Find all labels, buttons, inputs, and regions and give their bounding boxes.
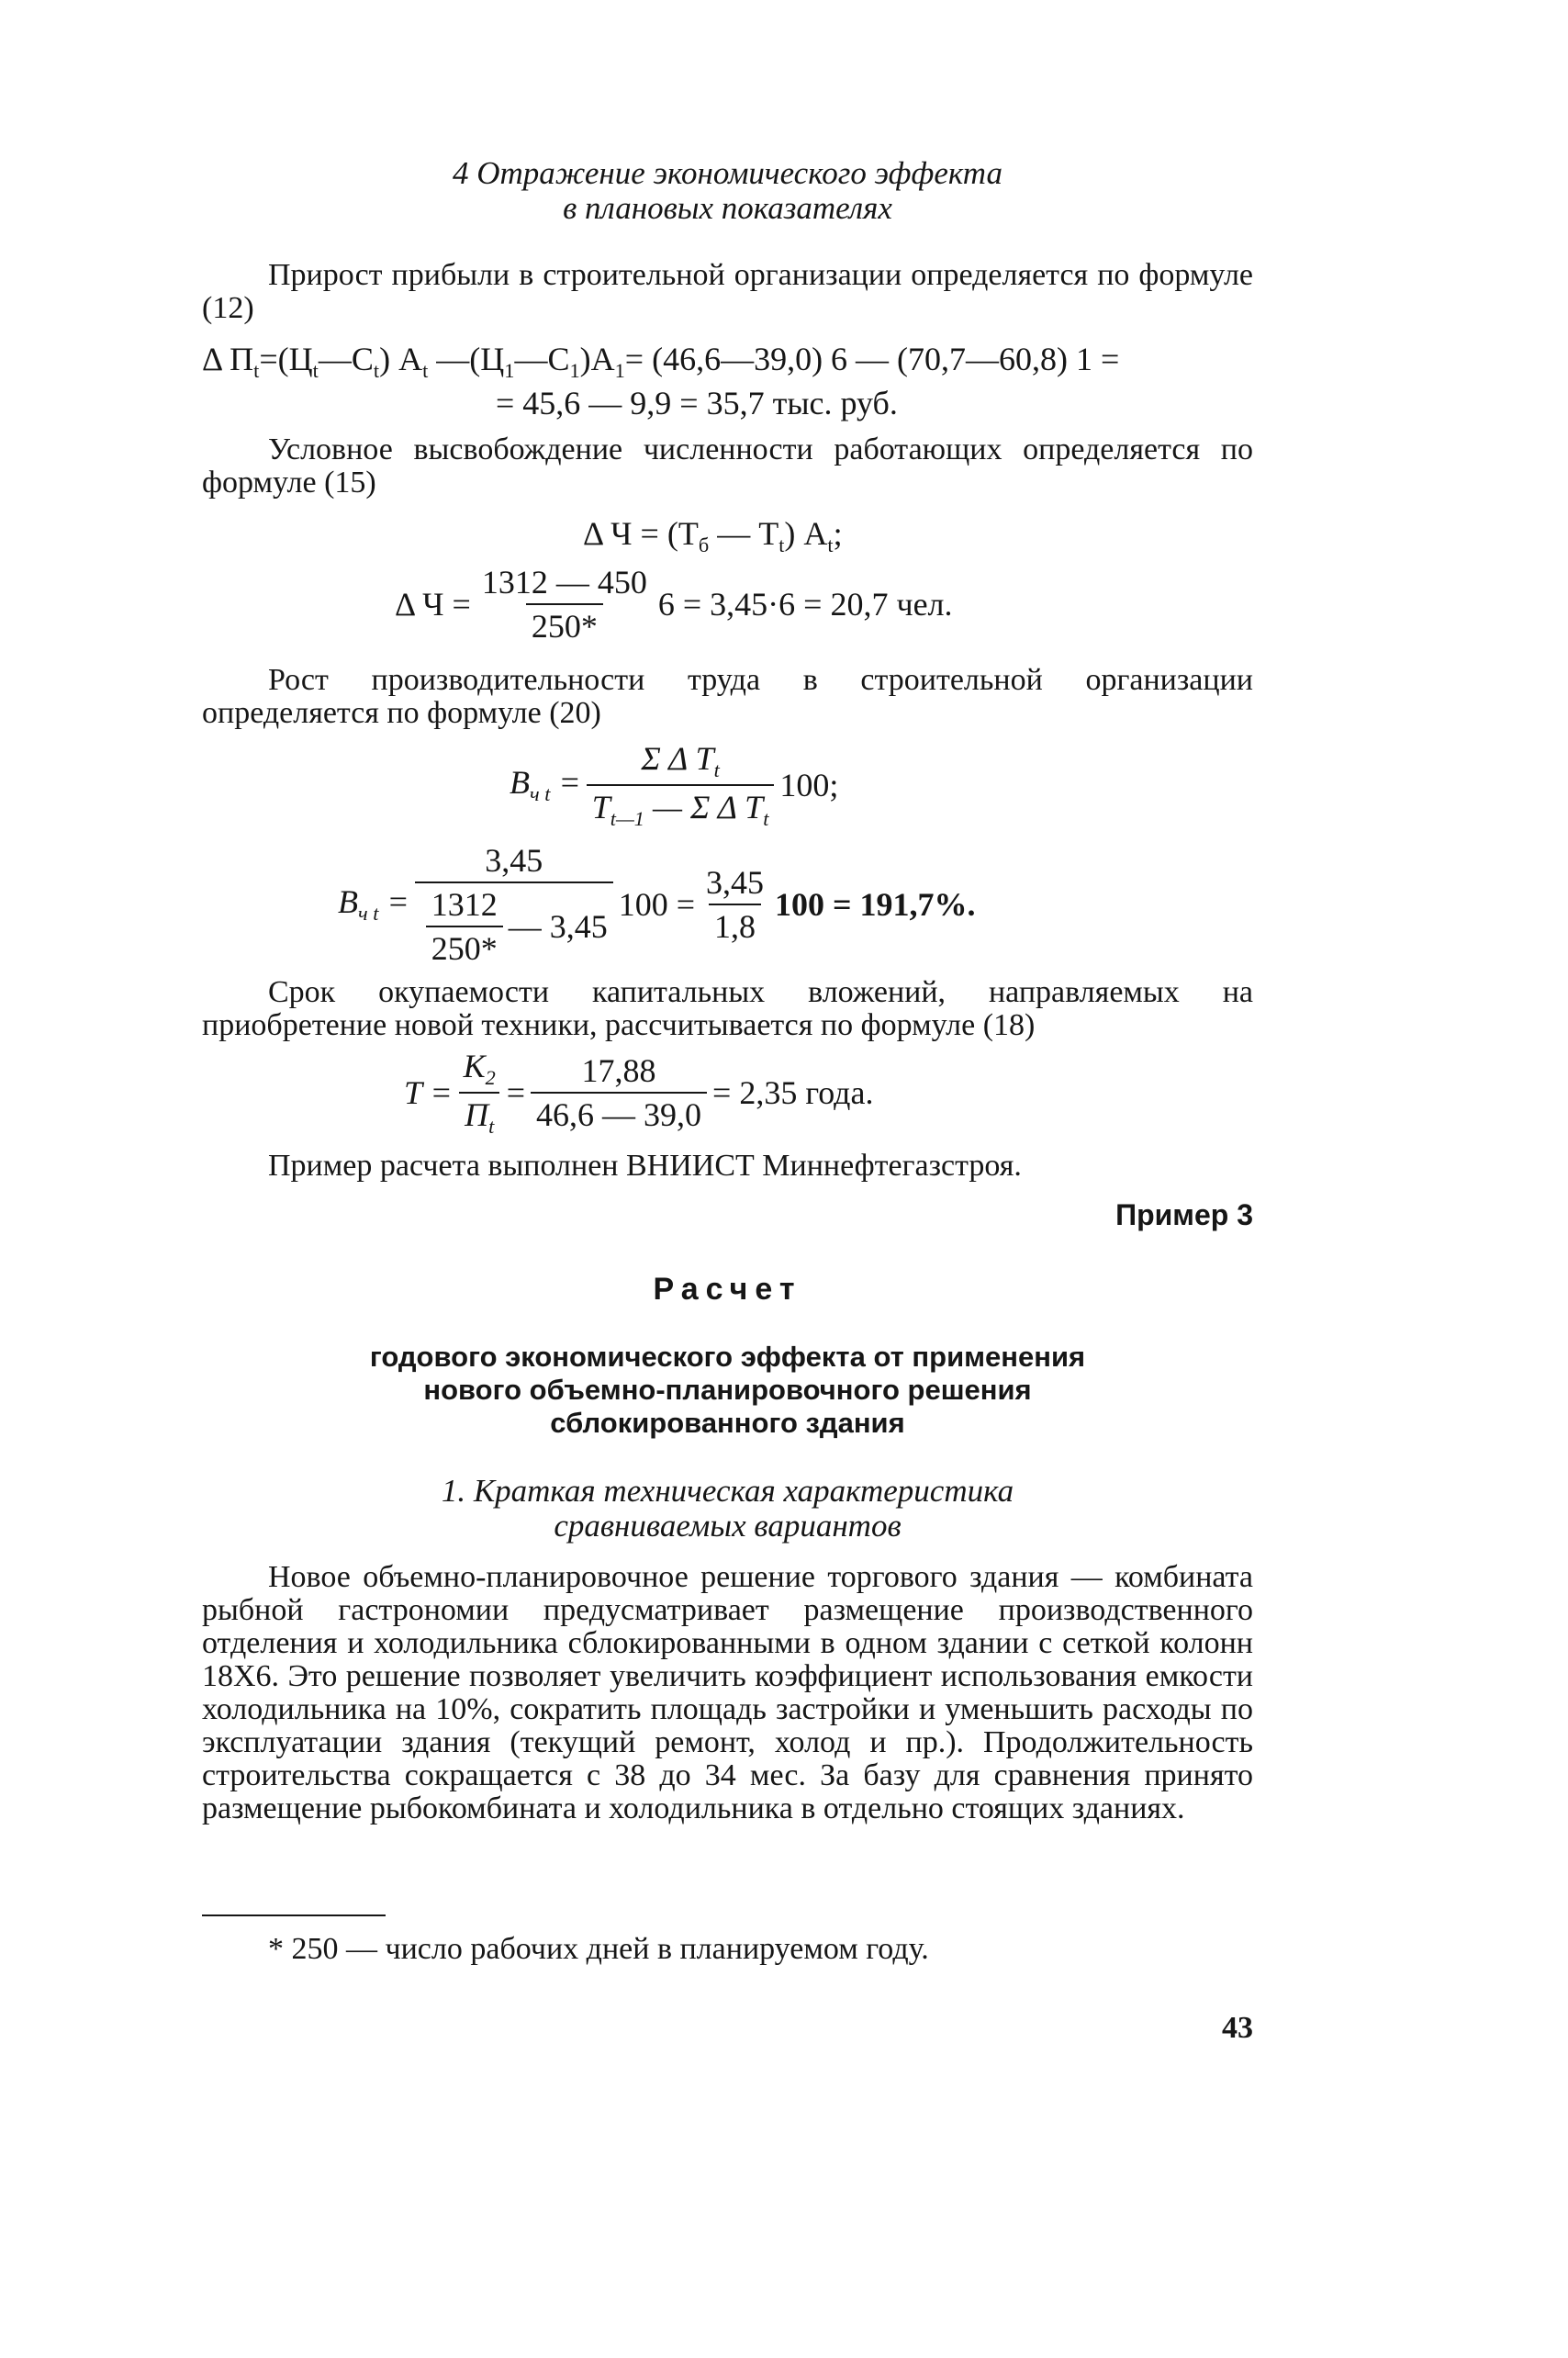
equation-growth-calc-inner-denominator: 250* — [426, 926, 503, 968]
equation-release-calc — [395, 558, 953, 650]
equation-release-rhs: 6 = 3,45·6 = 20,7 чел. — [657, 586, 953, 623]
calc-subtitle-line2: нового объемно-планировочного решения — [423, 1374, 1032, 1406]
example-label: Пример 3 — [1115, 1198, 1253, 1231]
equation-payback-numerator1: $К_2$ — [463, 1047, 496, 1089]
equation-growth-calc-numerator: 3,45 — [485, 842, 543, 879]
section-heading — [202, 156, 1253, 226]
equation-growth-fraction — [587, 739, 775, 831]
equation-growth-calc-inner-numerator: 1312 — [431, 886, 498, 923]
subsection-heading-line1: 1. Краткая техническая характеристика — [441, 1473, 1014, 1509]
equation-profit-line2: = 45,6 — 9,9 = 35,7 тыс. руб. — [496, 385, 898, 421]
equation-payback-eq: = — [506, 1074, 526, 1111]
equation-growth-calc-fraction — [415, 841, 613, 968]
equation-growth-calc-minus: — 3,45 — [508, 908, 608, 945]
equation-growth-calc-rhs: 100 = 191,7%. — [775, 886, 976, 923]
equation-growth-calc-denominator2: 1,8 — [709, 904, 761, 946]
equation-profit-line1: Δ $П_t=(Ц_t—С_t)$ $А_t$ $—(Ц_1—С_1)А_1=$ (46,6—39,0) 6 — (70,7—60,8) 1 = — [202, 341, 1120, 383]
calc-subtitle — [202, 1341, 1253, 1440]
calc-subtitle-line1: годового экономического эффекта от применения — [369, 1341, 1086, 1373]
equation-growth-calc-fraction2 — [700, 863, 769, 946]
equation-growth-formula — [510, 739, 838, 831]
footnote-rule — [202, 1914, 386, 1916]
equation-growth-rhs: 100; — [779, 767, 839, 803]
paragraph-description: Новое объемно-планировочное решение торгового здания — комбината рыбной гастрономии предусматривает размещение производственного отделения и холодильника сблокированными в одном здании с сеткой колонн 18X6. Это решение позволяет увеличить коэффициент использования емкости холодильника на 10%, сократить площадь застройки и уменьшить расходы по эксплуатации здания (текущий ремонт, холод и пр.). Продолжительность строительства сокращается с 38 до 34 мес. За базу для сравнения принято размещение рыбокомбината и холодильника в отдельно стоящих зданиях. — [202, 1560, 1253, 1825]
equation-growth-calc-denominator — [415, 881, 613, 968]
equation-payback-numerator2: 17,88 — [581, 1052, 656, 1089]
equation-payback-rhs: = 2,35 года. — [712, 1074, 874, 1111]
subsection-heading-line2: сравниваемых вариантов — [554, 1508, 902, 1544]
paragraph-growth: Рост производительности труда в строительной организации определяется по формуле (20) — [202, 663, 1253, 730]
equation-payback-fraction1 — [458, 1047, 501, 1139]
equation-growth-calc-mid: 100 = — [618, 886, 696, 923]
equation-payback-denominator1: $П_t$ — [459, 1092, 499, 1139]
equation-growth-denominator: $T_{t—1}$ — Σ Δ $T_t$ — [587, 784, 775, 831]
paragraph-release: Условное высвобождение численности работающих определяется по формуле (15) — [202, 432, 1253, 500]
equation-growth-calc-lhs: $В_{ч t}$ = — [338, 883, 409, 926]
equation-growth-calc-numerator2: 3,45 — [706, 864, 765, 901]
equation-payback — [404, 1047, 873, 1139]
section-heading-line1: 4 Отражение экономического эффекта — [453, 155, 1002, 191]
page-number: 43 — [1222, 2011, 1253, 2045]
paragraph-profit: Прирост прибыли в строительной организации определяется по формуле (12) — [202, 258, 1253, 325]
equation-growth-calc — [338, 836, 976, 973]
equation-payback-fraction2 — [531, 1051, 707, 1134]
equation-release-numerator: 1312 — 450 — [481, 564, 647, 601]
equation-release-formula: Δ $Ч = (Т_б$ — $Т_t$) $А_t$; — [583, 515, 843, 557]
footnote: * 250 — число рабочих дней в планируемом году. — [268, 1932, 929, 1966]
paragraph-payback: Срок окупаемости капитальных вложений, направляемых на приобретение новой техники, рассчитывается по формуле (18) — [202, 975, 1253, 1042]
subsection-heading — [202, 1474, 1253, 1544]
calc-subtitle-line3: сблокированного здания — [550, 1407, 905, 1439]
credit-line: Пример расчета выполнен ВНИИСТ Миннефтегазстроя. — [268, 1149, 1022, 1183]
equation-payback-denominator2: 46,6 — 39,0 — [531, 1092, 707, 1134]
equation-payback-lhs: T = — [404, 1074, 453, 1111]
equation-growth-calc-inner-fraction — [426, 885, 503, 968]
equation-growth-numerator: Σ Δ $T_t$ — [641, 739, 720, 781]
equation-release-fraction — [476, 563, 653, 646]
equation-growth-lhs: $В_{ч t}$ = — [510, 764, 581, 806]
section-heading-line2: в плановых показателях — [563, 190, 892, 226]
equation-release-lhs: Δ Ч = — [395, 586, 471, 623]
equation-release-denominator: 250* — [526, 603, 603, 646]
calc-title: Расчет — [653, 1272, 802, 1307]
